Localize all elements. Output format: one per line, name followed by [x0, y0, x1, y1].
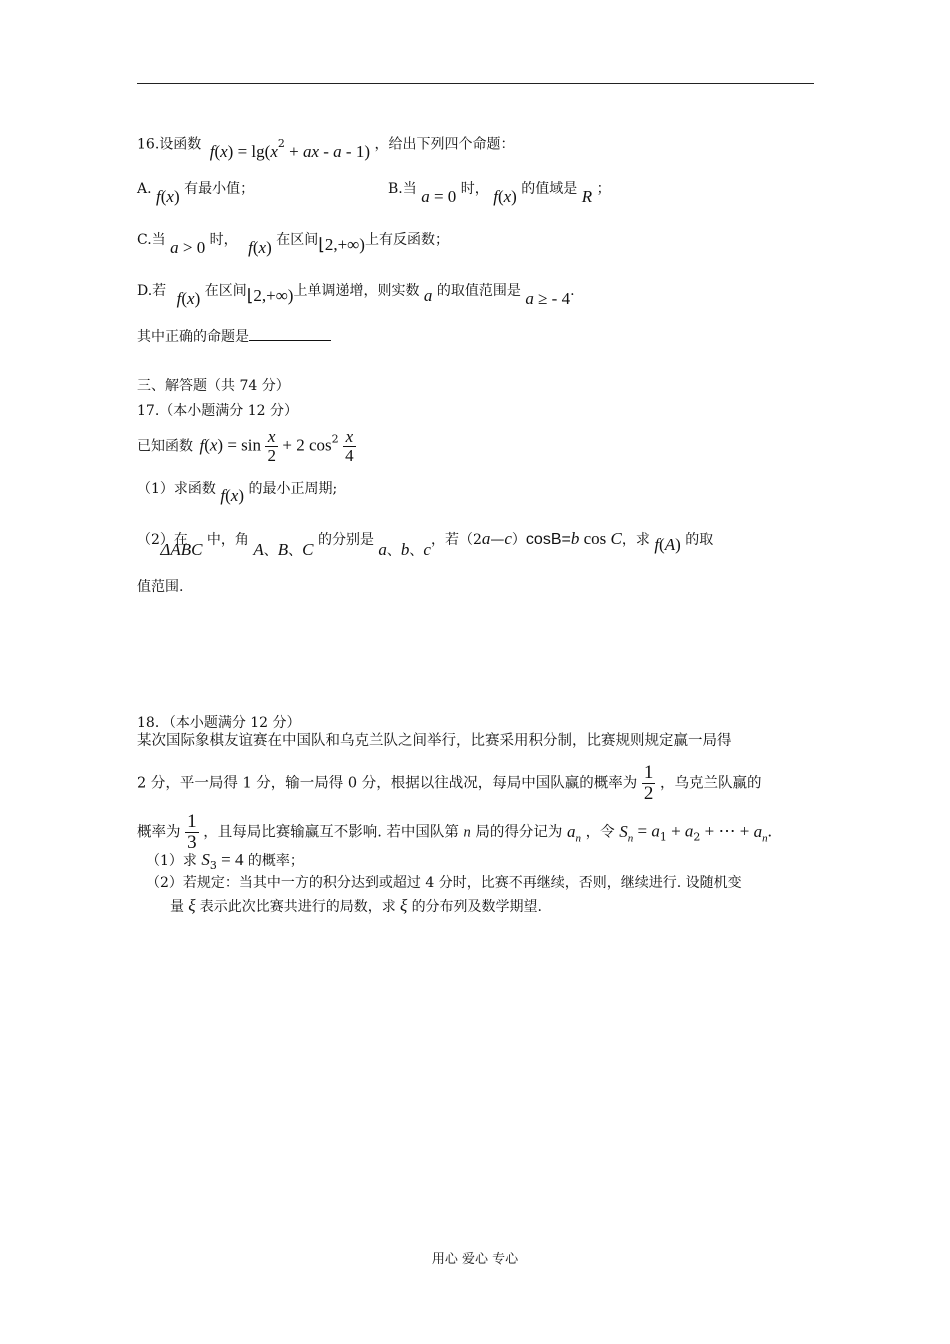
q18-part2: （2）若规定：当其中一方的积分达到或超过 4 分时，比赛不再继续，否则，继续进行. 设随机变 [146, 875, 742, 891]
q18-line3: 概率为 $\frac{1}{3}$ ，且每局比赛输赢互不影响. 若中国队第 n 局的得分记为 $a_n$ ，令 $S_n = a_1 + a_2$ + ⋯ + $a_n$. [137, 811, 772, 853]
q17-part2-cont: 值范围. [137, 579, 184, 595]
q16-stem: 16.设函数 $f(x) = \lg(x^2$ + ax - a - 1) ，给出下列四个命题： [137, 136, 515, 161]
q17-header: 17.（本小题满分 12 分） [137, 403, 298, 419]
q18-line1: 某次国际象棋友谊赛在中国队和乌克兰队之间举行，比赛采用积分制，比赛规则规定赢一局得 [137, 733, 732, 749]
q16-option-d: D.若 f(x) 在区间⌊2,+∞)上单调递增，则实数 a 的取值范围是 a ≥ - 4. [137, 283, 575, 308]
q16-option-a: A. f(x) 有最小值； [137, 181, 255, 206]
header-rule [137, 83, 814, 84]
q18-line2: 2 分，平一局得 1 分，输一局得 0 分，根据以往战况，每局中国队赢的概率为 $\frac{1}{2}$ ，乌克兰队赢的 [137, 762, 762, 804]
answer-blank [249, 326, 331, 341]
q18-part2-cont: 量 ξ 表示此次比赛共进行的局数，求 ξ 的分布列及数学期望. [170, 896, 543, 915]
q18-part1: （1）求 $S_3 = 4$ 的概率； [146, 850, 304, 872]
q16-option-b: B.当 a = 0 时， f(x) 的值域是 R ； [388, 181, 611, 206]
q17-given: 已知函数 f(x) = sin $\frac{x}{2}$ + 2 $\cos^2$ $\frac{x}{4}$ [137, 427, 354, 465]
q16-option-c: C.当 a > 0 时， f(x) 在区间⌊2,+∞)上有反函数； [137, 232, 449, 257]
page-footer: 用心 爱心 专心 [431, 1252, 519, 1267]
q17-part2: （2）在 ΔABC 中，角 A、B、C 的分别是 a、b、c，若（2a—c）cosB=b cos C，求 f(A) 的取 [137, 529, 714, 559]
section-title: 三、解答题（共 74 分） [137, 378, 290, 394]
q16-function: f [209, 141, 215, 161]
q18-header: 18．（本小题满分 12 分） [137, 715, 301, 731]
q16-answer-prompt: 其中正确的命题是 [137, 326, 331, 347]
q17-part1: （1）求函数 f(x) 的最小正周期; [137, 481, 338, 505]
